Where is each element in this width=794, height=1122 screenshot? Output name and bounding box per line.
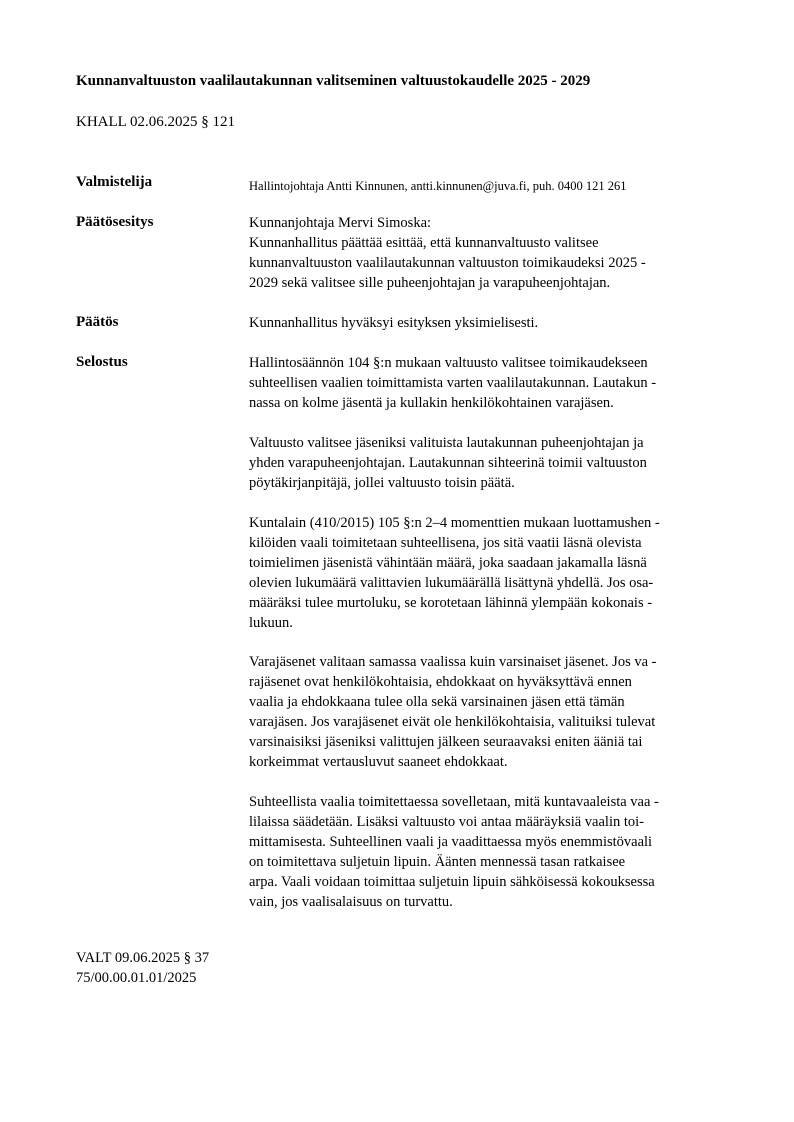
diary-number: 75/00.00.01.01/2025 (76, 970, 197, 986)
valmistelija-line: Hallintojohtaja Antti Kinnunen, antti.kinnunen@juva.fi, puh. 0400 121 261 (249, 179, 627, 193)
selostus-line: Suhteellista vaalia toimitettaessa sovelletaan, mitä kuntavaaleista vaa - (249, 794, 659, 810)
selostus-line: on toimitettava suljetuin lipuin. Äänten mennessä tasan ratkaisee (249, 854, 626, 870)
selostus-line: korkeimmat vertausluvut saaneet ehdokkaat. (249, 754, 508, 770)
selostus-line: kilöiden vaali toimitetaan suhteellisena, jos sitä vaatii läsnä olevista (249, 535, 642, 551)
paatosesitys-line: Kunnanjohtaja Mervi Simoska: (249, 215, 432, 231)
selostus-line: Kuntalain (410/2015) 105 §:n 2–4 momenttien mukaan luottamushen - (249, 515, 660, 531)
selostus-line: Varajäsenet valitaan samassa vaalissa kuin varsinaiset jäsenet. Jos va - (249, 654, 657, 670)
selostus-line: määräksi tulee murtoluku, se korotetaan lähinnä ylempään kokonais - (249, 595, 653, 611)
paatosesitys-line: Kunnanhallitus päättää esittää, että kunnanvaltuusto valitsee (249, 235, 599, 251)
valt-reference (76, 948, 209, 988)
selostus-line: yhden varapuheenjohtajan. Lautakunnan sihteerinä toimii valtuuston (249, 455, 647, 471)
selostus-paragraph-3 (249, 513, 739, 633)
label-valmistelija: Valmistelija (76, 174, 153, 190)
selostus-line: pöytäkirjanpitäjä, jollei valtuusto toisin päätä. (249, 475, 515, 491)
selostus-line: suhteellisen vaalien toimittamista varten vaalilautakunnan. Lautakun - (249, 375, 657, 391)
selostus-line: lilaissa säädetään. Lisäksi valtuusto voi antaa määräyksiä vaalin toi- (249, 814, 644, 830)
selostus-paragraph-1 (249, 353, 739, 413)
selostus-paragraph-2 (249, 433, 739, 493)
selostus-line: varajäsen. Jos varajäsenet eivät ole henkilökohtaisia, valituiksi tulevat (249, 714, 656, 730)
paatosesitys-line: 2029 sekä valitsee sille puheenjohtajan ja varapuheenjohtajan. (249, 275, 611, 291)
selostus-paragraph-4 (249, 652, 739, 772)
selostus-line: mittamisesta. Suhteellinen vaali ja vaadittaessa myös enemmistövaali (249, 834, 653, 850)
paatos-text (249, 313, 739, 333)
label-paatos: Päätös (76, 314, 119, 330)
paatosesitys-line: kunnanvaltuuston vaalilautakunnan valtuuston toimikaudeksi 2025 - (249, 255, 646, 271)
khall-reference: KHALL 02.06.2025 § 121 (76, 114, 236, 130)
paatos-line: Kunnanhallitus hyväksyi esityksen yksimielisesti. (249, 315, 539, 331)
valt-line: VALT 09.06.2025 § 37 (76, 950, 210, 966)
paatosesitys-text (249, 213, 739, 293)
document-title: Kunnanvaltuuston vaalilautakunnan valitseminen valtuustokaudelle 2025 - 2029 (76, 73, 591, 89)
selostus-line: vain, jos vaalisalaisuus on turvattu. (249, 894, 453, 910)
selostus-line: olevien lukumäärä valittavien lukumäärällä lisättynä yhdellä. Jos osa- (249, 575, 654, 591)
selostus-line: Hallintosäännön 104 §:n mukaan valtuusto valitsee toimikaudekseen (249, 355, 648, 371)
selostus-line: varsinaisiksi jäseniksi valittujen jälkeen seuraavaksi eniten ääniä tai (249, 734, 643, 750)
selostus-line: toimielimen jäsenistä vähintään määrä, joka saadaan jakamalla läsnä (249, 555, 647, 571)
selostus-line: vaalia ja ehdokkaana tulee olla sekä varsinainen jäsen että tämän (249, 694, 625, 710)
selostus-line: lukuun. (249, 615, 293, 631)
valmistelija-text (249, 176, 739, 196)
label-paatosesitys: Päätösesitys (76, 214, 154, 230)
selostus-line: nassa on kolme jäsentä ja kullakin henkilökohtainen varajäsen. (249, 395, 614, 411)
selostus-paragraph-5 (249, 792, 739, 912)
selostus-line: arpa. Vaali voidaan toimittaa suljetuin lipuin sähköisessä kokouksessa (249, 874, 655, 890)
label-selostus: Selostus (76, 354, 128, 370)
selostus-line: rajäsenet ovat henkilökohtaisia, ehdokkaat on hyväksyttävä ennen (249, 674, 632, 690)
selostus-line: Valtuusto valitsee jäseniksi valituista lautakunnan puheenjohtajan ja (249, 435, 644, 451)
